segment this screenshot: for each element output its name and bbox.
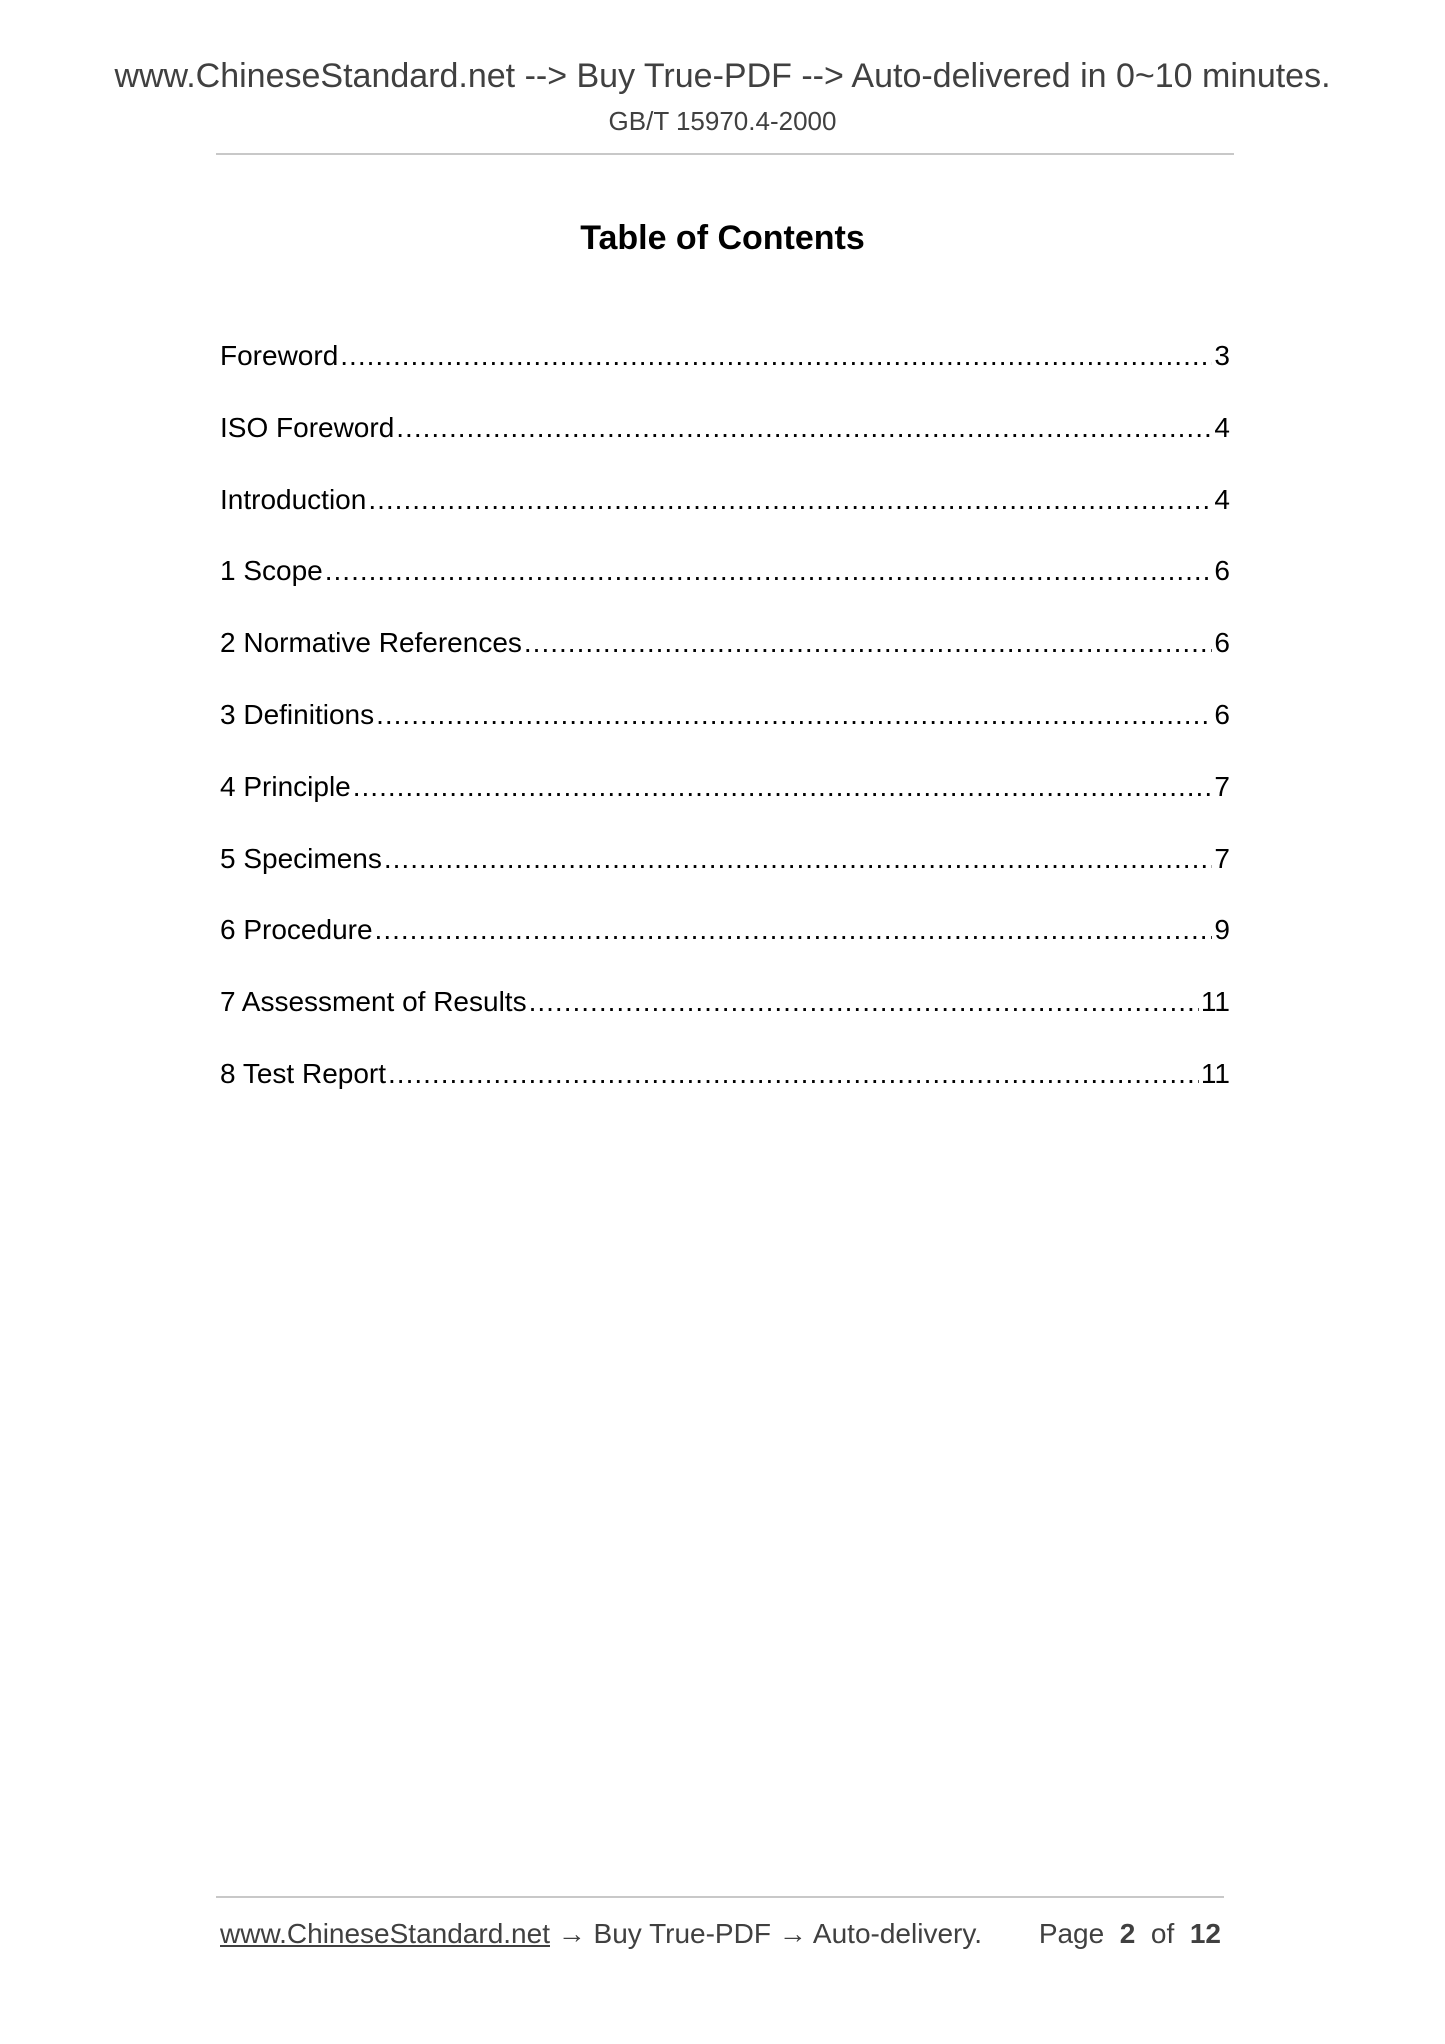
standard-number: GB/T 15970.4-2000 <box>608 106 837 136</box>
header-divider <box>216 153 1234 155</box>
footer-promo <box>220 1916 982 1952</box>
total-pages-number: 12 <box>1189 1918 1221 1949</box>
page-indicator <box>1039 1916 1221 1952</box>
dot-leader <box>524 623 1213 663</box>
toc-entry-label: Introduction <box>220 483 367 515</box>
current-page-number: 2 <box>1119 1918 1136 1949</box>
toc-entry-label: 1 Scope <box>220 555 323 587</box>
toc-entry-label: 4 Principle <box>220 770 351 802</box>
toc-entry-page: 6 <box>1214 698 1230 730</box>
dot-leader <box>325 551 1213 591</box>
toc-entry-label: 2 Normative References <box>220 627 522 659</box>
toc-entry-introduction[interactable] <box>220 480 1230 552</box>
toc-entry-page: 6 <box>1214 555 1230 587</box>
toc-entry-page: 11 <box>1200 1057 1230 1089</box>
header-banner: www.ChineseStandard.net --> Buy True-PDF --> Auto-delivered in 0~10 minutes. <box>114 57 1331 95</box>
page-title: Table of Contents <box>580 219 865 257</box>
toc-entry-principle[interactable] <box>220 767 1230 839</box>
toc-entry-label: 8 Test Report <box>220 1057 387 1089</box>
toc-entry-assessment-of-results[interactable] <box>220 982 1230 1054</box>
toc-entry-label: 7 Assessment of Results <box>220 986 527 1018</box>
toc-entry-page: 4 <box>1214 483 1230 515</box>
dot-leader <box>396 408 1212 448</box>
toc-entry-scope[interactable] <box>220 551 1230 623</box>
toc-entry-page: 3 <box>1214 340 1230 371</box>
of-word: of <box>1150 1918 1175 1949</box>
dot-leader <box>340 336 1212 376</box>
footer-tagline: → Buy True-PDF → Auto-delivery. <box>549 1918 983 1949</box>
toc-entry-label: ISO Foreword <box>220 411 395 443</box>
toc-entry-page: 11 <box>1200 986 1230 1018</box>
toc-entry-page: 4 <box>1214 411 1230 443</box>
toc-list <box>220 336 1230 1126</box>
toc-entry-procedure[interactable] <box>220 910 1230 982</box>
toc-entry-foreword[interactable] <box>220 336 1230 408</box>
toc-entry-page: 7 <box>1214 842 1230 874</box>
dot-leader <box>353 767 1213 807</box>
footer-site-link[interactable]: www.ChineseStandard.net <box>220 1918 550 1949</box>
dot-leader <box>375 910 1213 950</box>
toc-entry-iso-foreword[interactable] <box>220 408 1230 480</box>
toc-entry-definitions[interactable] <box>220 695 1230 767</box>
toc-entry-normative-references[interactable] <box>220 623 1230 695</box>
footer-divider <box>216 1896 1224 1898</box>
dot-leader <box>368 480 1212 520</box>
toc-entry-test-report[interactable] <box>220 1054 1230 1126</box>
toc-entry-specimens[interactable] <box>220 839 1230 911</box>
toc-entry-page: 7 <box>1214 770 1230 802</box>
toc-entry-label: 3 Definitions <box>220 698 375 730</box>
dot-leader <box>376 695 1212 735</box>
toc-entry-page: 9 <box>1214 914 1230 946</box>
toc-entry-label: 5 Specimens <box>220 842 382 874</box>
toc-entry-page: 6 <box>1214 627 1230 659</box>
dot-leader <box>529 982 1199 1022</box>
dot-leader <box>384 839 1213 879</box>
dot-leader <box>388 1054 1199 1094</box>
toc-entry-label: Foreword <box>220 340 339 371</box>
page-word: Page <box>1038 1918 1105 1949</box>
toc-entry-label: 6 Procedure <box>220 914 373 946</box>
